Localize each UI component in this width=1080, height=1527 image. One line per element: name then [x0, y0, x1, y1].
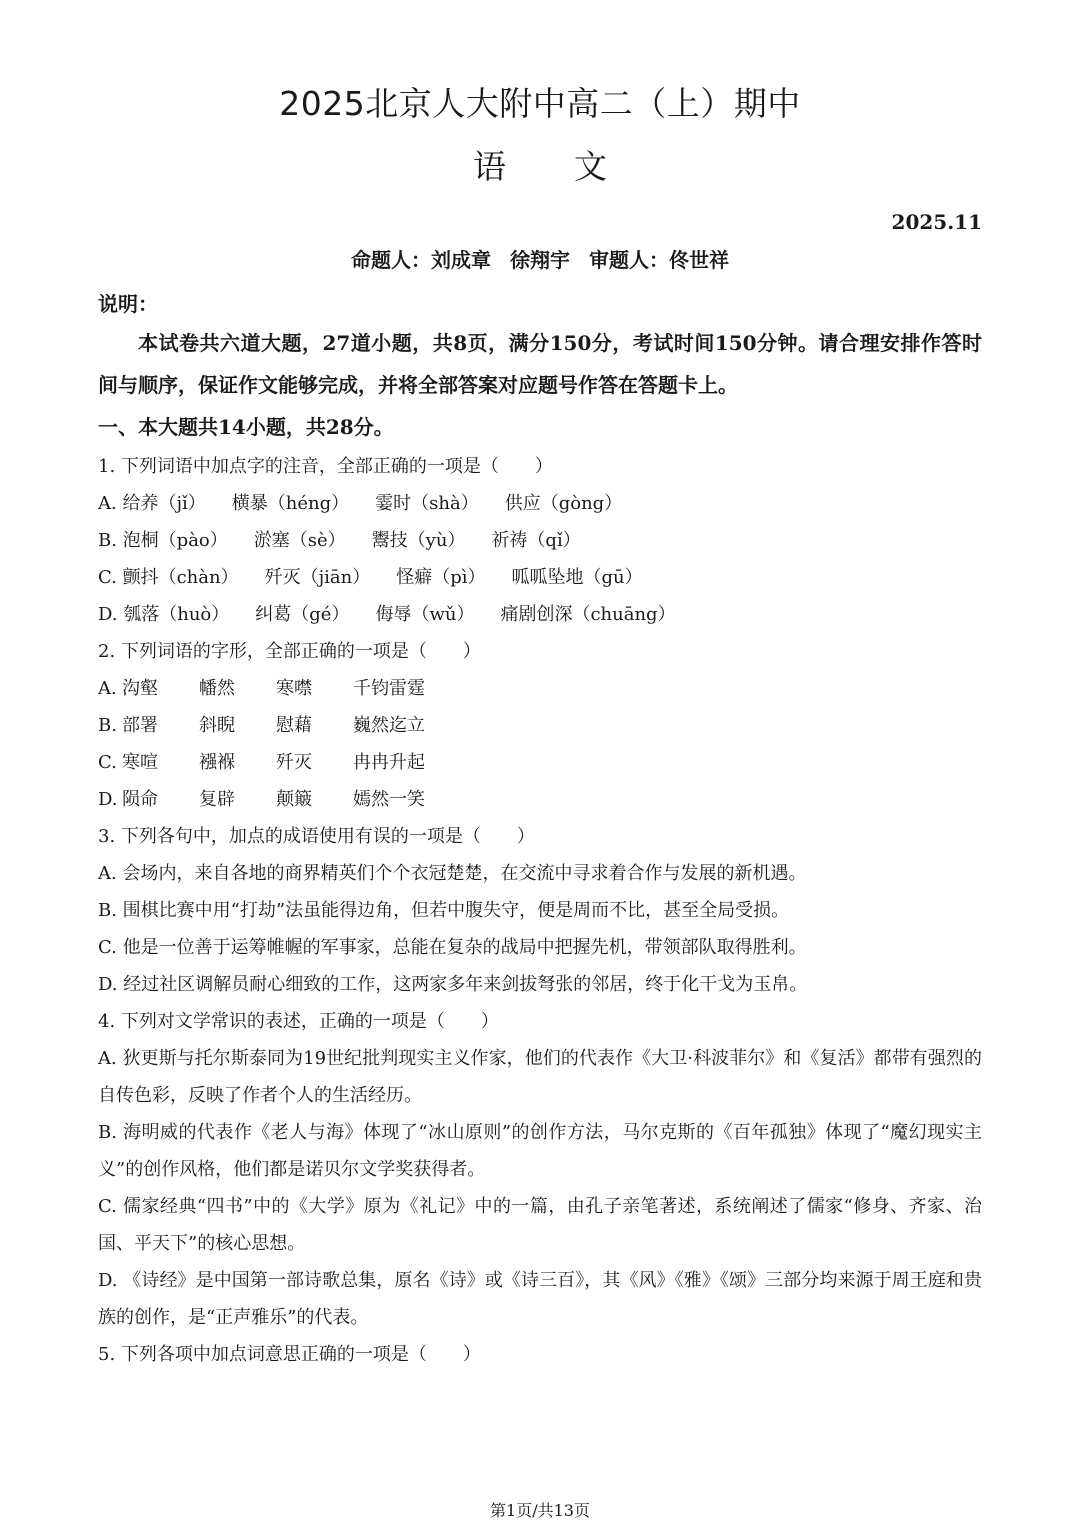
q3-option-a: A. 会场内，来自各地的商界精英们个个衣冠楚楚，在交流中寻求着合作与发展的新机遇。: [98, 863, 807, 884]
q1-option-b: [98, 522, 982, 559]
q1-c-2: 歼灭（jiān）: [264, 567, 371, 588]
section-1-title: 一、本大题共14小题，共28分。: [98, 415, 394, 439]
q1-option-d: [98, 596, 982, 633]
q2-a-2: 幡然: [199, 678, 235, 699]
q2-c-1: 寒喧: [122, 752, 158, 773]
q2-b-2: 斜睨: [199, 715, 235, 736]
q2-option-d: [98, 781, 982, 818]
q4-option-a: A. 狄更斯与托尔斯泰同为19世纪批判现实主义作家，他们的代表作《大卫·科波菲尔》和《复活》都带有强烈的自传色彩，反映了作者个人的生活经历。: [98, 1048, 982, 1106]
subject-heading: [0, 144, 1080, 190]
q2-a-3: 寒噤: [276, 678, 312, 699]
q2-d-2: 复辟: [199, 789, 235, 810]
q2-b-4: 巍然迄立: [353, 715, 425, 736]
q1-a-2: 横暴（héng）: [231, 493, 350, 514]
q2-a-4: 千钧雷霆: [353, 678, 425, 699]
q2-c-letter: C.: [98, 752, 117, 773]
q2-d-4: 嫣然一笑: [353, 789, 425, 810]
author-1: 命题人：刘成章: [351, 248, 492, 272]
authors-line: [0, 245, 1080, 275]
q1-a-4: 供应（gòng）: [504, 493, 623, 514]
q1-option-a: [98, 485, 982, 522]
q4-option-b: B. 海明威的代表作《老人与海》体现了“冰山原则”的创作方法，马尔克斯的《百年孤独》体现了“魔幻现实主义”的创作风格，他们都是诺贝尔文学奖获得者。: [98, 1122, 982, 1180]
q4-stem: 4. 下列对文学常识的表述，正确的一项是（ ）: [98, 1011, 499, 1032]
q1-b-2: 淤塞（sè）: [253, 530, 346, 551]
q1-c-4: 呱呱坠地（gū）: [511, 567, 643, 588]
q3-stem: 3. 下列各句中，加点的成语使用有误的一项是（ ）: [98, 826, 535, 847]
q2-a-letter: A.: [98, 678, 117, 699]
q2-option-c: [98, 744, 982, 781]
q2-b-letter: B.: [98, 715, 117, 736]
q1-c-3: 怪癖（pì）: [396, 567, 486, 588]
exam-content: [98, 286, 982, 1373]
q2-a-1: 沟壑: [122, 678, 158, 699]
q1-stem: 1. 下列词语中加点字的注音，全部正确的一项是（ ）: [98, 456, 553, 477]
q1-b-1: B. 泡桐（pào）: [98, 530, 228, 551]
q3-option-b: B. 围棋比赛中用“打劫”法虽能得边角，但若中腹失守，便是周而不比，甚至全局受损。: [98, 900, 790, 921]
q1-b-4: 祈祷（qǐ）: [491, 530, 581, 551]
q2-b-1: 部署: [122, 715, 158, 736]
q2-option-a: [98, 670, 982, 707]
q1-a-3: 霎时（shà）: [375, 493, 479, 514]
author-2: 徐翔宇: [510, 248, 570, 272]
q2-c-2: 襁褓: [199, 752, 235, 773]
q2-d-letter: D.: [98, 789, 118, 810]
q2-d-1: 陨命: [122, 789, 158, 810]
q2-option-b: [98, 707, 982, 744]
q1-d-4: 痛剧创深（chuāng）: [500, 604, 676, 625]
q1-d-1: D. 瓠落（huò）: [98, 604, 230, 625]
q4-option-d: D. 《诗经》是中国第一部诗歌总集，原名《诗》或《诗三百》，其《风》《雅》《颂》三部分均来源于周王庭和贵族的创作，是“正声雅乐”的代表。: [98, 1270, 982, 1328]
q1-option-c: [98, 559, 982, 596]
q1-d-2: 纠葛（gé）: [255, 604, 350, 625]
q3-option-c: C. 他是一位善于运筹帷幄的军事家，总能在复杂的战局中把握先机，带领部队取得胜利。: [98, 937, 807, 958]
page-number: 第1页/共13页: [490, 1501, 590, 1520]
exam-date: 2025.11: [891, 210, 982, 234]
q2-b-3: 慰藉: [276, 715, 312, 736]
instructions-text: 本试卷共六道大题，27道小题，共8页，满分150分，考试时间150分钟。请合理安排作答时间与顺序，保证作文能够完成，并将全部答案对应题号作答在答题卡上。: [98, 331, 982, 397]
instructions-label: 说明：: [98, 292, 158, 316]
q1-c-1: C. 颤抖（chàn）: [98, 567, 239, 588]
q2-c-3: 歼灭: [276, 752, 312, 773]
subject-char-2: 文: [574, 147, 607, 186]
q3-option-d: D. 经过社区调解员耐心细致的工作，这两家多年来剑拔弩张的邻居，终于化干戈为玉帛。: [98, 974, 808, 995]
subject-char-1: 语: [473, 147, 506, 186]
q2-d-3: 颠簸: [276, 789, 312, 810]
exam-title: 2025北京人大附中高二（上）期中: [279, 84, 801, 123]
q1-d-3: 侮辱（wǔ）: [375, 604, 475, 625]
q1-a-1: A. 给养（jǐ）: [98, 493, 206, 514]
q2-c-4: 冉冉升起: [353, 752, 425, 773]
q4-option-c: C. 儒家经典“四书”中的《大学》原为《礼记》中的一篇，由孔子亲笔著述，系统阐述了儒家“修身、齐家、治国、平天下”的核心思想。: [98, 1196, 982, 1254]
reviewer: 审题人：佟世祥: [588, 248, 729, 272]
q5-stem: 5. 下列各项中加点词意思正确的一项是（ ）: [98, 1344, 481, 1365]
q2-stem: 2. 下列词语的字形，全部正确的一项是（ ）: [98, 641, 481, 662]
q1-b-3: 鬻技（yù）: [371, 530, 466, 551]
